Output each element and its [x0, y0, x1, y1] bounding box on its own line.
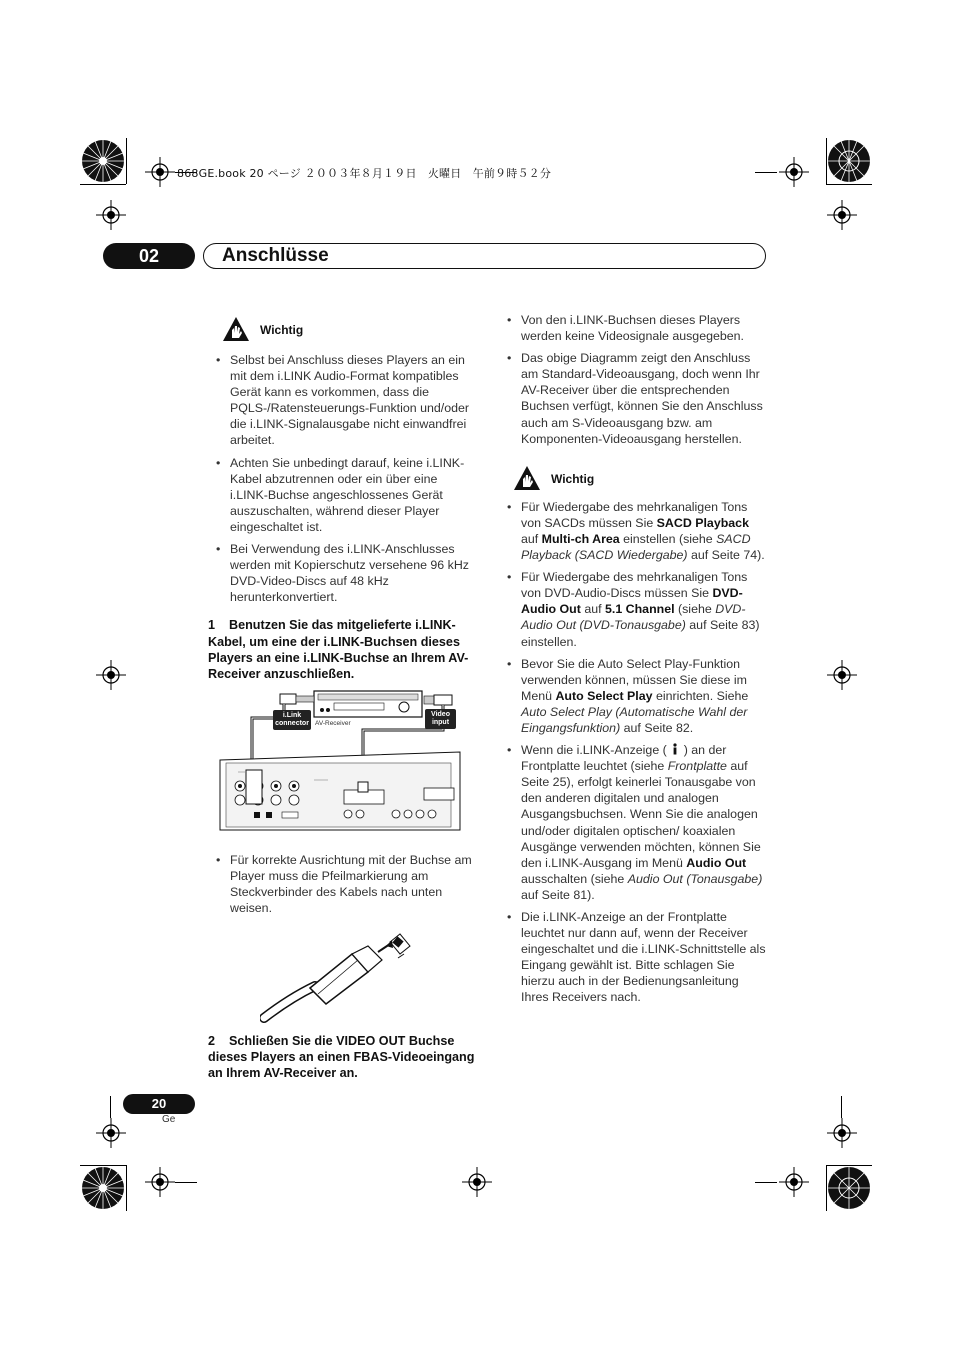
left-column: [208, 316, 478, 682]
crosshair-target-icon: [145, 157, 175, 187]
cross-reference: Audio Out (Tonausgabe): [627, 871, 763, 886]
list-item: • Selbst bei Anschluss dieses Players an ein mit dem i.LINK Audio-Format kompatibles Gerät kann es vorkommen, dass die PQLS-/Ratensteuerungs-Funktion und/oder die i.LINK-Signalausgabe nicht einwandfrei arbeitet.: [208, 352, 478, 449]
step-2: [208, 1033, 478, 1081]
text-run: (siehe: [674, 602, 716, 617]
left-column-lower: [208, 852, 478, 922]
text-run: auf: [521, 531, 542, 546]
cross-reference: DVD-Audio Out (DVD-Tonausgabe): [521, 602, 746, 633]
list-item: [499, 499, 769, 563]
list-item: [499, 742, 769, 903]
chapter-title: Anschlüsse: [222, 245, 329, 266]
crosshair-target-icon: [96, 200, 126, 230]
page-language: Ge: [162, 1114, 176, 1125]
cross-reference: Auto Select Play (Automatische Wahl der Eingangsfunktion): [521, 704, 748, 735]
registration-sunburst-icon: [826, 1165, 872, 1211]
text-run: Für Wiedergabe des mehrkanaligen Tons von DVD-Audio-Discs müssen Sie: [521, 570, 748, 601]
video-label-line1: Video: [431, 711, 450, 718]
list-item: [499, 656, 769, 736]
warning-heading: [208, 316, 478, 346]
menu-term: Audio Out: [686, 855, 747, 870]
text-run: auf Seite 81).: [521, 887, 595, 902]
connection-diagram: [218, 690, 468, 835]
list-item: • Das obige Diagramm zeigt den Anschluss am Standard-Videoausgang, doch wenn Ihr AV-Receiver über die entsprechenden Buchsen verfügt, können Sie den Anschluss auch am S-Videoausgang bzw. am Komponenten-Videoausgang herstellen.: [499, 350, 769, 447]
list-item: • Von den i.LINK-Buchsen dieses Players werden keine Videosignale ausgegeben.: [499, 312, 769, 344]
text-run: einrichten. Siehe: [652, 688, 749, 703]
ilink-indicator-icon: [670, 743, 680, 755]
text-run: auf Seite 83) einstellen.: [521, 618, 760, 649]
step-number: 1: [208, 618, 216, 633]
page-number: 20: [123, 1094, 195, 1114]
cross-reference: SACD Playback (SACD Wiedergabe): [521, 531, 751, 563]
registration-sunburst-icon: [80, 138, 126, 184]
text-run: auf Seite 25), erfolgt keinerlei Tonausgabe von den anderen digitalen und analogen Ausgangsbuchsen. Wenn Sie die analogen und/oder digitalen optischen/ koaxialen Ausgänge verwenden möchten, können Sie den i.LINK-Ausgang im Menü: [521, 759, 761, 870]
menu-term: SACD Playback: [656, 515, 749, 530]
list-item: • Für korrekte Ausrichtung mit der Buchse am Player muss die Pfeilmarkierung am Steckverbinder des Kabels nach unten weisen.: [208, 852, 478, 916]
ilink-connector-label: [273, 710, 311, 730]
menu-term: Multi-ch Area: [541, 531, 620, 546]
menu-term: DVD-Audio Out: [521, 586, 743, 617]
text-run: Bevor Sie die Auto Select Play-Funktion verwenden können, müssen Sie diese im Menü: [521, 656, 747, 703]
menu-term: 5.1 Channel: [605, 602, 675, 617]
video-label-line2: input: [431, 719, 450, 726]
crosshair-target-icon: [779, 157, 809, 187]
left-column-step2: [208, 1033, 478, 1081]
text-run: auf: [580, 602, 605, 617]
ilink-label-line2: connector: [275, 720, 309, 727]
crosshair-target-icon: [827, 200, 857, 230]
cross-reference: Frontplatte: [667, 759, 727, 774]
book-file-header: 868GE.book 20 ページ ２００３年８月１９日 火曜日 午前９時５２分: [177, 167, 552, 180]
list-item: • Achten Sie unbedingt darauf, keine i.LINK-Kabel abzutrennen oder ein über eine i.LINK-Buchse angeschlossenes Gerät auszuschalten, während dieser Player eingeschaltet ist.: [208, 455, 478, 535]
warning-label: Wichtig: [551, 471, 595, 486]
list-item: • Bei Verwendung des i.LINK-Anschlusses werden mit Kopierschutz versehene 96 kHz DVD-Video-Discs auf 48 kHz herunterkonvertiert.: [208, 541, 478, 605]
step-text: Schließen Sie die VIDEO OUT Buchse dieses Players an einen FBAS-Videoeingang an Ihrem AV-Receiver an.: [208, 1034, 475, 1081]
warning-hand-icon: [222, 316, 250, 342]
right-column: [499, 312, 769, 1012]
ilink-plug-illustration: [260, 928, 420, 1023]
crosshair-target-icon: [827, 1118, 857, 1148]
registration-sunburst-icon: [80, 1165, 126, 1211]
text-run: einstellen (siehe: [619, 531, 717, 546]
crosshair-target-icon: [96, 660, 126, 690]
text-run: auf Seite 74).: [687, 548, 765, 563]
text-run: auf Seite 82.: [620, 720, 694, 735]
warning-hand-icon: [513, 465, 541, 491]
menu-term: Auto Select Play: [555, 688, 653, 703]
ilink-label-line1: i.Link: [282, 712, 302, 719]
text-run: ) an der Frontplatte leuchtet (siehe: [521, 743, 727, 774]
crosshair-target-icon: [462, 1167, 492, 1197]
step-number: 2: [208, 1034, 216, 1048]
receiver-label: AV-Receiver: [315, 720, 351, 727]
chapter-number: 02: [103, 243, 195, 269]
crosshair-target-icon: [96, 1118, 126, 1148]
crosshair-target-icon: [779, 1167, 809, 1197]
list-item: • Die i.LINK-Anzeige an der Frontplatte leuchtet nur dann auf, wenn der Receiver eingeschaltet und die i.LINK-Schnittstelle als Eingang gewählt ist. Bitte schlagen Sie hierzu auch in der Bedienungsanleitung Ihres Receivers nach.: [499, 909, 769, 1006]
crosshair-target-icon: [827, 660, 857, 690]
text-run: Für Wiedergabe des mehrkanaligen Tons von SACDs müssen Sie: [521, 499, 748, 530]
warning-label: Wichtig: [260, 323, 304, 337]
warning-heading: [499, 465, 769, 495]
list-item: [499, 569, 769, 649]
step-1: [208, 617, 478, 681]
video-input-label: [425, 709, 456, 729]
chapter-title-bar: [203, 243, 766, 269]
text-run: Wenn die i.LINK-Anzeige (: [521, 743, 667, 758]
registration-sunburst-icon: [826, 138, 872, 184]
step-text: Benutzen Sie das mitgelieferte i.LINK-Kabel, um eine der i.LINK-Buchsen dieses Players an eine i.LINK-Buchse an Ihrem AV-Receiver anzuschließen.: [208, 618, 469, 681]
text-run: ausschalten (siehe: [521, 871, 628, 886]
crosshair-target-icon: [145, 1167, 175, 1197]
